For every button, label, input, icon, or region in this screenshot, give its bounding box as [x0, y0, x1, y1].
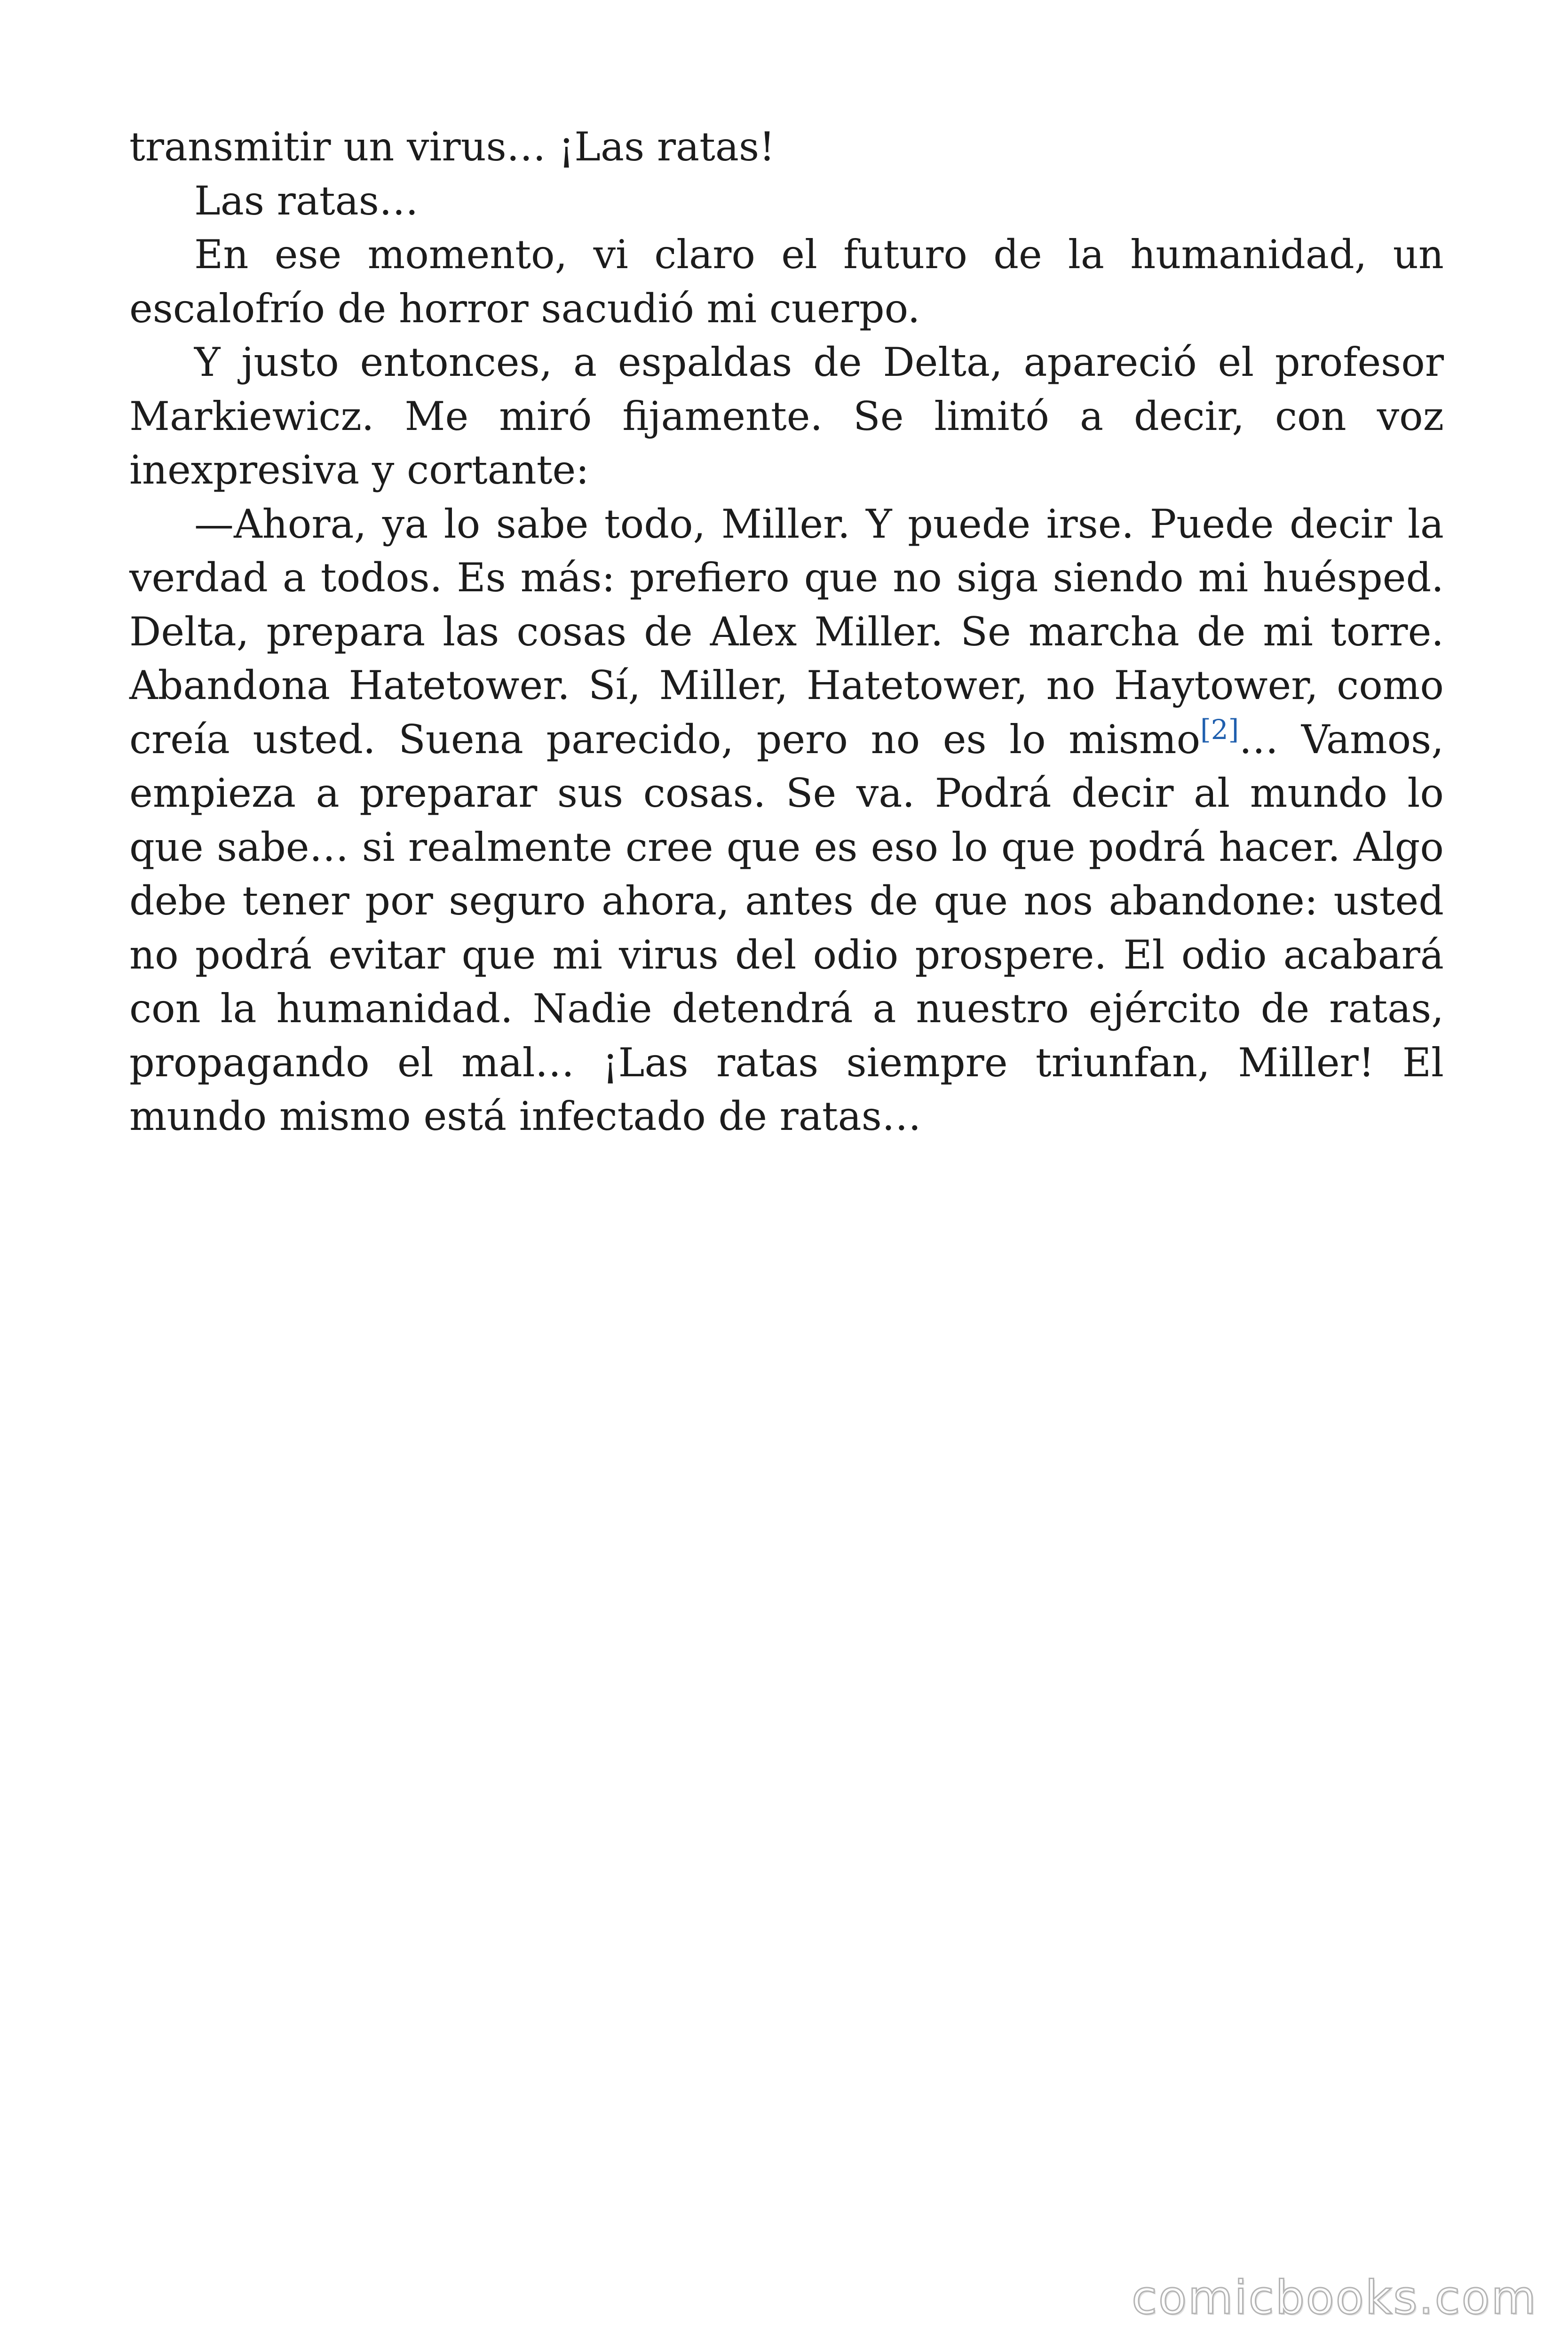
- paragraph: Las ratas…: [194, 177, 419, 224]
- page-body: [129, 120, 1444, 1144]
- paragraph-dialogue: [129, 497, 1444, 1144]
- dialogue-text-continued: … Vamos, empieza a preparar sus cosas. Se va. Podrá decir al mundo lo que sabe… si realmente cree que es eso lo que podrá hacer. Algo debe tener por seguro ahora, antes de que nos abandone: usted no podrá evitar que mi virus del odio prospere. El odio acabará con la humanidad. Nadie detendrá a nuestro ejército de ratas, propagando el mal… ¡Las ratas siempre triunfan, Miller! El mundo mismo está infectado de ratas…: [129, 716, 1444, 1139]
- paragraph: En ese momento, vi claro el futuro de la humanidad, un escalofrío de horror sacudió mi cuerpo.: [129, 231, 1444, 332]
- dialogue-text: —Ahora, ya lo sabe todo, Miller. Y puede irse. Puede decir la verdad a todos. Es más: prefiero que no siga siendo mi huésped. Delta, prepara las cosas de Alex Miller. Se marcha de mi torre. Abandona Hatetower. Sí, Miller, Hatetower, no Haytower, como creía usted. Suena parecido, pero no es lo mismo: [129, 501, 1444, 763]
- paragraph-continuation: transmitir un virus… ¡Las ratas!: [129, 124, 775, 170]
- watermark: comicbooks.com: [1132, 2271, 1537, 2325]
- paragraph: Y justo entonces, a espaldas de Delta, apareció el profesor Markiewicz. Me miró fijamente. Se limitó a decir, con voz inexpresiva y cortante:: [129, 339, 1444, 493]
- footnote-link[interactable]: [2]: [1200, 713, 1239, 746]
